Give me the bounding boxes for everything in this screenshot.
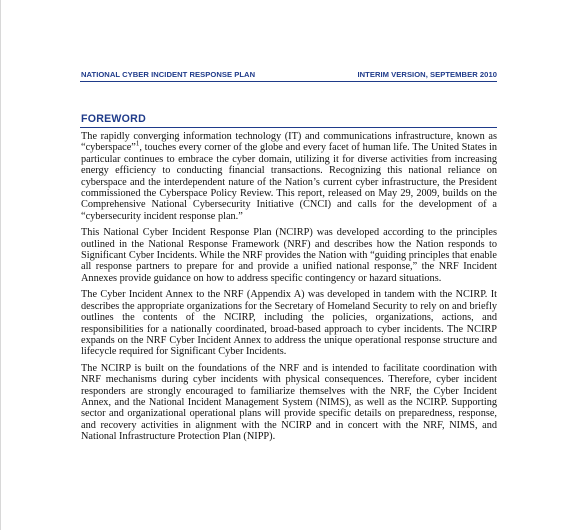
paragraph [81,131,497,222]
running-header-version: INTERIM VERSION, SEPTEMBER 2010 [357,70,497,79]
paragraph-text: , touches every corner of the globe and every facet of human life. The United States in particular continues to embrace the cyber domain, utilizing it for diverse activities from increasing energy efficiency to conducting financial transactions. Recognizing this national reliance on cyberspace and the interdependent nature of the Nation’s current cyber infrastructure, the President commissioned the Cyberspace Policy Review. This report, released on May 29, 2009, builds on the Comprehensive National Cybersecurity Initiative (CNCI) and calls for the development of a “cybersecurity incident response plan.” [81,142,497,222]
running-header [81,70,497,81]
running-header-title: NATIONAL CYBER INCIDENT RESPONSE PLAN [81,70,256,79]
body-text [81,131,497,448]
section-rule [80,127,497,128]
header-rule [80,81,497,82]
section-title: FOREWORD [81,113,146,125]
footnote-ref[interactable]: 1 [135,139,140,148]
paragraph: This National Cyber Incident Response Plan (NCIRP) was developed according to the principles outlined in the National Response Framework (NRF) and describes how the Nation responds to Significant Cyber Incidents. While the NRF provides the Nation with “guiding principles that enable all response partners to prepare for and provide a unified national response,” the NRF Incident Annexes provide guidance on how to address specific contingency or hazard situations. [81,227,497,284]
paragraph: The NCIRP is built on the foundations of the NRF and is intended to facilitate coordination with NRF mechanisms during cyber incidents with physical consequences. Therefore, cyber incident responders are strongly encouraged to familiarize themselves with the NRF, the Cyber Incident Annex, and the National Incident Management System (NIMS), as well as the NCIRP. Supporting sector and organizational operational plans will provide specific details on preparedness, response, and recovery activities in alignment with the NCIRP and in concert with the NRF, NIMS, and National Infrastructure Protection Plan (NIPP). [81,362,497,443]
paragraph-text: The rapidly converging information technology (IT) and communications infrastructure, known as “cyberspace” [81,131,497,154]
paragraph: The Cyber Incident Annex to the NRF (Appendix A) was developed in tandem with the NCIRP. It describes the appropriate organizations for the Secretary of Homeland Security to rely on and briefly outlines the contents of the NCIRP, including the policies, organizations, actions, and responsibilities for a nationally coordinated, broad-based approach to cyber incidents. The NCIRP expands on the NRF Cyber Incident Annex to address the unique operational response structure and lifecycle required for Significant Cyber Incidents. [81,289,497,358]
